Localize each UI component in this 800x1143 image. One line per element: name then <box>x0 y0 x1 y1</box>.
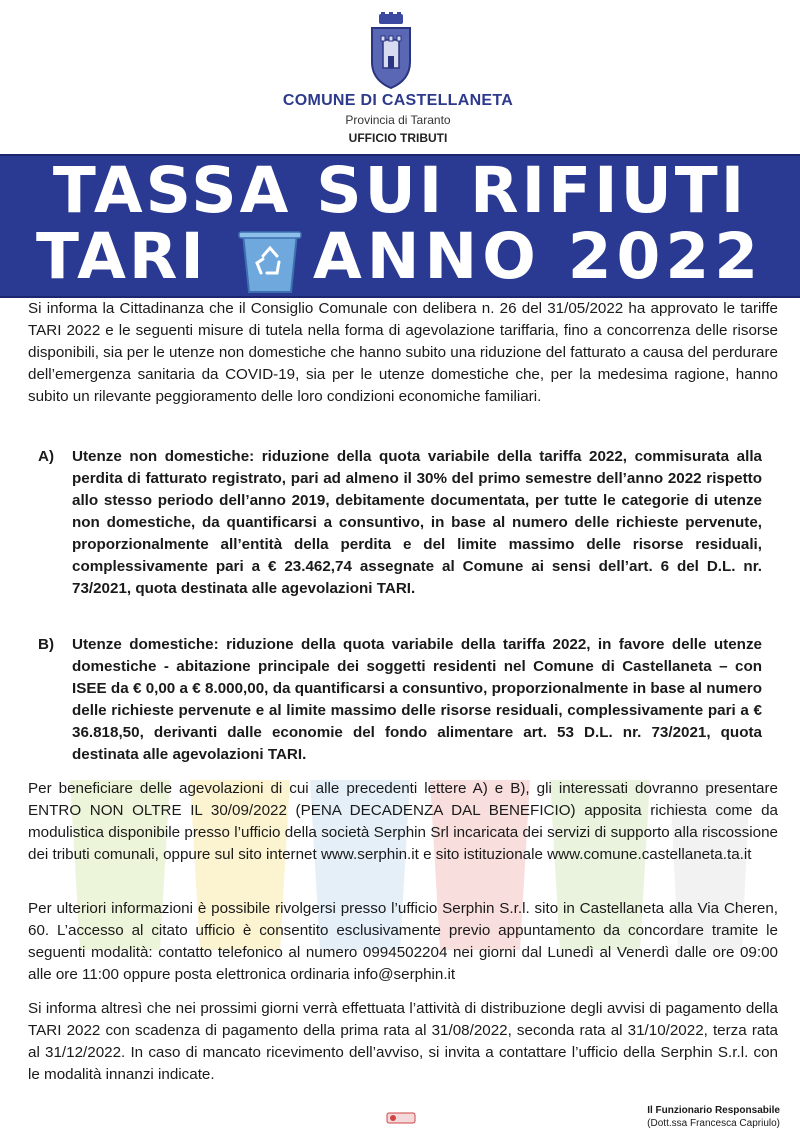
province: Provincia di Taranto <box>345 113 451 127</box>
item-label: B) <box>38 636 55 653</box>
contact-paragraph: Per ulteriori informazioni è possibile rivolgersi presso l’ufficio Serphin S.r.l. sito in Castellaneta alla Via Cheren, 60. L’accesso al citato ufficio è consentito esclusivamente previo appuntamento da concordare tramite le seguenti modalità: contatto telefonico al numero 0994502204 nei giorni dal Lunedì al Venerdì dalle ore 09:00 alle ore 11:00 oppure posta elettronica ordinaria info@serphin.it <box>28 900 778 983</box>
banner-anno: ANNO 2022 <box>313 220 764 293</box>
coat-of-arms-icon <box>366 12 416 90</box>
org-name: COMUNE DI CASTELLANETA <box>282 92 514 109</box>
list-item <box>28 634 778 772</box>
item-text: Utenze non domestiche: riduzione della quota variabile della tariffa 2022, commisurata alla perdita di fatturato registrato, pari ad almeno il 30% del primo semestre dell’anno 2022 rispetto allo stesso periodo dell’anno 2019, debitamente documentata, per tutte le categorie di utenze non domestiche, da quantificarsi a consuntivo, in base al numero delle richieste pervenute, proporzionalmente all’entità della perdita e del limite massimo delle risorse residuali, complessivamente pari a € 23.462,74 assegnate al Comune ai sensi dell’art. 6 del D.L. nr. 73/2021, quota destinata alle agevolazioni TARI. <box>72 448 762 597</box>
recycle-bin-icon <box>233 230 307 294</box>
signature-name: (Dott.ssa Francesca Capriulo) <box>647 1118 780 1129</box>
printer-logo-icon <box>386 1110 416 1126</box>
signature-title: Il Funzionario Responsabile <box>647 1105 780 1116</box>
application-paragraph: Per beneficiare delle agevolazioni di cui alle precedenti lettere A) e B), gli interessati dovranno presentare ENTRO NON OLTRE IL 30/09/2022 (PENA DECADENZA DAL BENEFICIO) apposita richiesta come da modulistica disponibile presso l’ufficio della società Serphin Srl incaricata dei servizi di supporto alla riscossione dei tributi comunali, oppure sul sito internet www.serphin.it e sito istituzionale www.comune.castellaneta.ta.it <box>28 780 778 863</box>
list-item <box>28 446 778 624</box>
banner-title-line2 <box>0 220 800 294</box>
item-label: A) <box>38 448 55 465</box>
banner-tari: TARI <box>36 220 207 293</box>
payment-paragraph: Si informa altresì che nei prossimi giorni verrà effettuata l’attività di distribuzione degli avvisi di pagamento della TARI 2022 con scadenza di pagamento della prima rata al 31/08/2022, seconda rata al 31/10/2022, terza rata al 31/12/2022. In caso di mancato ricevimento dell’avviso, si invita a contattare l’ufficio della Serphin S.r.l. con le modalità innanzi indicate. <box>28 1000 778 1083</box>
item-text: Utenze domestiche: riduzione della quota variabile della tariffa 2022, in favore delle utenze domestiche - abitazione principale dei soggetti residenti nel Comune di Castellaneta – con ISEE da € 0,00 a € 8.000,00, da quantificarsi a consuntivo, proporzionalmente in base al numero delle richieste pervenute e al limite massimo delle risorse residuali, complessivamente pari a € 36.818,50, derivanti dalle economie del fondo alimentare art. 53 D.L. nr. 73/2021, quota destinata alle agevolazioni TARI. <box>72 636 762 763</box>
office-name: UFFICIO TRIBUTI <box>348 131 448 145</box>
banner-title-line1: TASSA SUI RIFIUTI <box>52 154 748 227</box>
signature-block <box>647 1104 780 1130</box>
title-banner <box>0 154 800 298</box>
header <box>0 0 800 150</box>
intro-paragraph: Si informa la Cittadinanza che il Consiglio Comunale con delibera n. 26 del 31/05/2022 ha approvato le tariffe TARI 2022 e le seguenti misure di tutela nella forma di agevolazione tariffaria, fino a concorrenza delle risorse disponibili, sia per le utenze non domestiche che hanno subito una riduzione del fatturato a causa del perdurare dell’emergenza sanitaria da COVID-19, sia per le utenze domestiche che, per la medesima ragione, hanno subito un rilevante peggioramento delle loro condizioni economiche familiari. <box>28 300 778 405</box>
